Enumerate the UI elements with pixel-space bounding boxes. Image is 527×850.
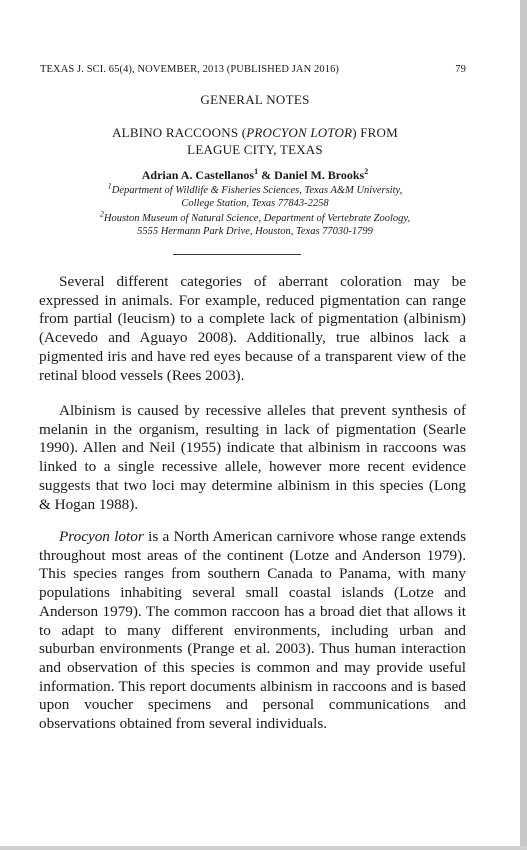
affiliation-1-sup: 1 [107,181,112,191]
affiliation-1-line2: College Station, Texas 77843-2258 [181,198,329,209]
affiliation-2 [40,209,470,238]
title-divider-rule [173,254,301,255]
author-connector: & [258,168,275,182]
section-title: GENERAL NOTES [200,92,310,107]
author-2-sup: 2 [364,167,369,176]
title-pre: ALBINO RACCOONS ( [112,125,247,140]
paragraph-1: Several different categories of aberrant coloration may be expressed in animals. For example, reduced pigmentation can range from partial (leucism) to a complete lack of pigmentation (albinism) (Acevedo and Aguayo 2008). Additionally, true albinos lack a pigmented iris and have red eyes because of a transparent view of the retinal blood vessels (Rees 2003). [39,273,466,384]
author-list [0,168,510,183]
affiliation-2-line2: 5555 Hermann Park Drive, Houston, Texas 77030-1799 [137,226,373,237]
page-bottom-edge [0,846,527,850]
affiliation-1-line1: Department of Wildlife & Fisheries Sciences, Texas A&M University, [111,185,403,196]
affiliation-2-sup: 2 [99,209,104,219]
author-1: Adrian A. Castellanos [141,168,255,182]
affiliation-2-line1: Houston Museum of Natural Science, Department of Vertebrate Zoology, [103,213,411,224]
paragraph-3-species: Procyon lotor [59,528,144,545]
page-edge-shadow [520,0,527,850]
author-1-sup: 1 [254,167,259,176]
title-species: PROCYON LOTOR [246,125,353,140]
page-number: 79 [455,64,466,75]
affiliation-1 [40,181,470,210]
title-line2: LEAGUE CITY, TEXAS [187,142,323,157]
author-2: Daniel M. Brooks [274,168,365,182]
title-post: ) FROM [352,125,398,140]
article-title [60,124,450,158]
paragraph-3-text: is a North American carnivore whose range extends throughout most areas of the continent (Lotze and Anderson 1979). This species ranges from southern Canada to Panama, with many populations inhabiting several small coastal islands (Lotze and Anderson 1979). The common raccoon has a broad diet that allows it to adapt to many different environments, including urban and suburban environments (Prange et al. 2003). Thus human interaction and observation of this species is common and may provide useful information. This report documents albinism in raccoons and is based upon voucher specimens and personal communications and observations obtained from several individuals. [39,528,466,733]
paragraph-3 [39,528,466,734]
paragraph-2: Albinism is caused by recessive alleles that prevent synthesis of melanin in the organism, resulting in lack of pigmentation (Searle 1990). Allen and Neil (1955) indicate that albinism in raccoons was linked to a single recessive allele, however more recent evidence suggests that two loci may determine albinism in this species (Long & Hogan 1988). [39,402,466,513]
running-header [40,64,466,75]
journal-citation: TEXAS J. SCI. 65(4), NOVEMBER, 2013 (PUBLISHED JAN 2016) [40,64,340,75]
